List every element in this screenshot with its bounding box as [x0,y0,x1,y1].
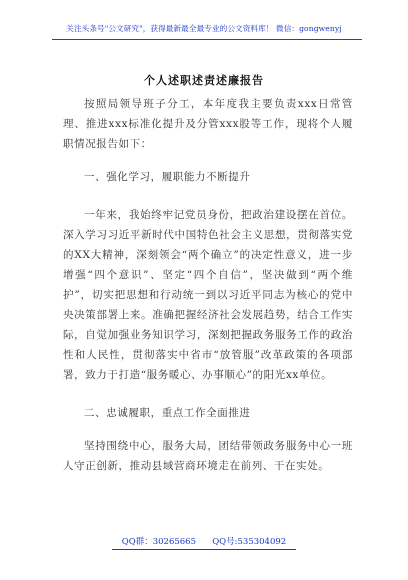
footer-underline [112,549,296,550]
document-body [63,94,353,476]
intro-paragraph: 按照局领导班子分工，本年度我主要负责xxx日常管理、推进xxx标准化提升及分管xxx股等工作，现将个人履职情况报告如下： [63,98,353,150]
section-heading-1: 一、强化学习，履职能力不断提升 [84,171,251,183]
section-2-paragraph: 坚持围绕中心，服务大局，团结带领政务服务中心一班人守正创新，推动县域营商环境走在前列、干在实处。 [63,440,353,472]
header-divider [52,39,362,40]
document-title: 个人述职述责述廉报告 [144,74,264,87]
footer-contact-note: QQ群：30265665 QQ号:535304092 [121,537,287,547]
section-heading-2: 二、忠诚履职，重点工作全面推进 [84,407,251,419]
section-1-paragraph: 一年来，我始终牢记党员身份，把政治建设摆在首位。深入学习习近平新时代中国特色社会主义思想，贯彻落实党的XX大精神，深刻领会“两个确立”的决定性意义，进一步增强“四个意识”、坚定“四个自信”，坚决做到“两个维护”，切实把思想和行动统一到以习近平同志为核心的党中央决策部署上来。准确把握经济社会发展趋势，结合工作实际，自觉加强业务知识学习，深刻把握政务服务工作的政治性和人民性，贯彻落实中省市“放管服”改革政策的各项部署，致力于打造“服务暖心、办事顺心”的阳光xx单位。 [63,209,353,381]
header-promo-note: 关注头条号"公文研究"，获得最新最全最专业的公文资料库！ 微信：gongwenyj [66,24,342,33]
